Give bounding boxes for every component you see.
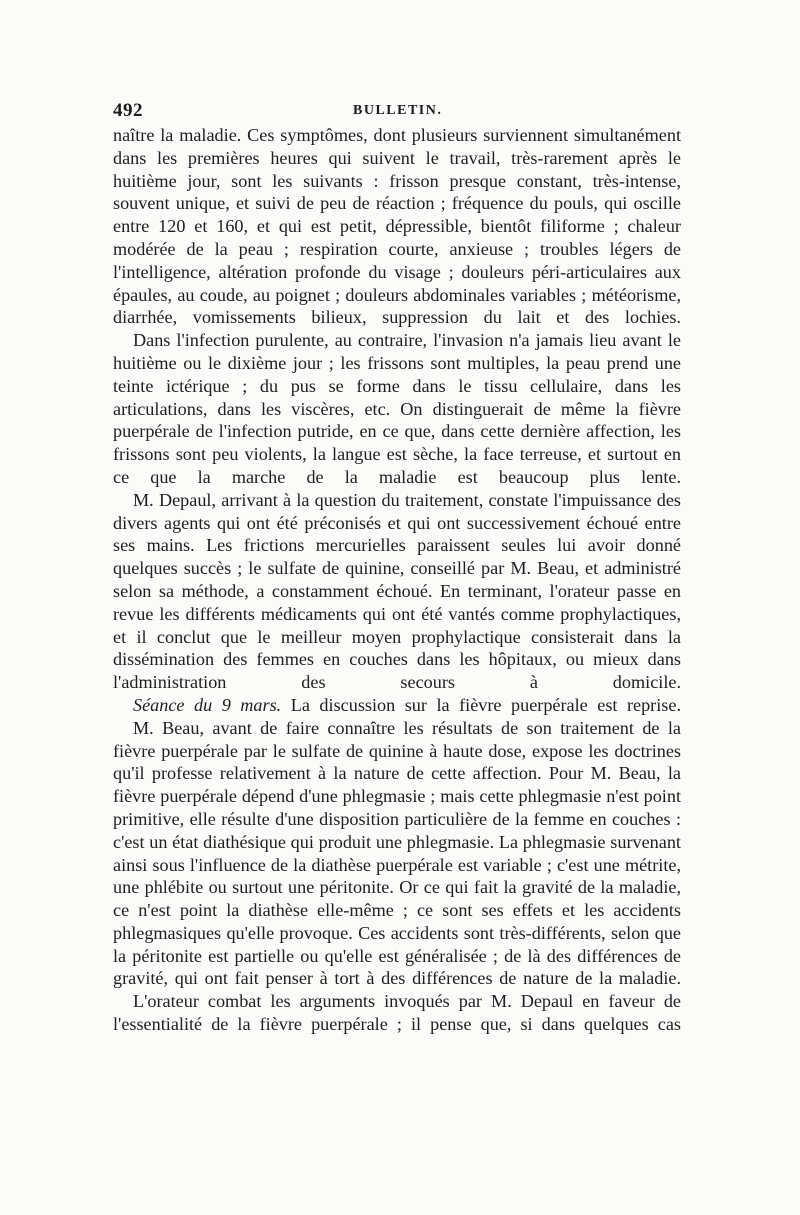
seance-text: La discussion sur la fièvre puerpérale est reprise. xyxy=(281,694,681,715)
page-number: 492 xyxy=(113,100,143,121)
paragraph-infection-purulente: Dans l'infection purulente, au contraire, l'invasion n'a jamais lieu avant le huitième ou le dixième jour ; les frissons sont multiples, la peau prend une teinte ictérique ; du pus se forme dans le tissu cellulaire, dans les articulations, dans les viscères, etc. On distinguerait de même la fièvre puerpérale de l'infection putride, en ce que, dans cette dernière affection, les frissons sont peu violents, la langue est sèche, la face terreuse, et surtout en ce que la marche de la maladie est beaucoup plus lente. xyxy=(113,330,681,487)
paragraph-depaul-traitement: M. Depaul, arrivant à la question du traitement, constate l'impuissance des divers agents qui ont été préconisés et qui ont successivement échoué entre ses mains. Les frictions mercurielles paraissent seules lui avoir donné quelques succès ; le sulfate de quinine, conseillé par M. Beau, et administré selon sa méthode, a constamment échoué. En terminant, l'orateur passe en revue les différents médicaments qui ont été vantés comme prophylactiques, et il conclut que le meilleur moyen prophylactique consisterait dans la dissémination des femmes en couches dans les hôpitaux, ou mieux dans l'administration des secours à domicile. xyxy=(113,489,681,693)
paragraph-seance xyxy=(113,694,681,717)
seance-date-heading: Séance du 9 mars. xyxy=(133,694,282,715)
paragraph-beau-doctrine: M. Beau, avant de faire connaître les résultats de son traitement de la fièvre puerpérale par le sulfate de quinine à haute dose, expose les doctrines qu'il professe relativement à la nature de cette affection. Pour M. Beau, la fièvre puerpérale dépend d'une phlegmasie ; mais cette phlegmasie n'est point primitive, elle résulte d'une disposition particulière de la femme en couches : c'est un état diathésique qui produit une phlegmasie. La phlegmasie survenant ainsi sous l'influence de la diathèse puerpérale est variable ; c'est une métrite, une phlébite ou surtout une péritonite. Or ce qui fait la gravité de la maladie, ce n'est point la diathèse elle-même ; ce sont ses effets et les accidents phlegmasiques qu'elle provoque. Ces accidents sont très-différents, selon que la péritonite est partielle ou qu'elle est généralisée ; de là des différences de gravité, qui ont fait penser à tort à des différences de nature de la maladie. xyxy=(113,717,681,989)
page-header xyxy=(113,100,681,124)
paragraph-orateur: L'orateur combat les arguments invoqués par M. Depaul en faveur de l'essentialité de la fièvre puerpérale ; il pense que, si dans quelques cas xyxy=(113,991,681,1035)
paragraph-symptoms: naître la maladie. Ces symptômes, dont plusieurs surviennent simultanément dans les premières heures qui suivent le travail, très-rarement après le huitième jour, sont les suivants : frisson presque constant, très-intense, souvent unique, et suivi de peu de réaction ; fréquence du pouls, qui oscille entre 120 et 160, et qui est petit, dépressible, bientôt filiforme ; chaleur modérée de la peau ; respiration courte, anxieuse ; troubles légers de l'intelligence, altération profonde du visage ; douleurs péri-articulaires aux épaules, au coude, au poignet ; douleurs abdominales variables ; météorisme, diarrhée, vomissements bilieux, suppression du lait et des lochies. xyxy=(113,125,681,328)
body-text xyxy=(113,124,681,1036)
running-title: BULLETIN. xyxy=(353,103,443,118)
